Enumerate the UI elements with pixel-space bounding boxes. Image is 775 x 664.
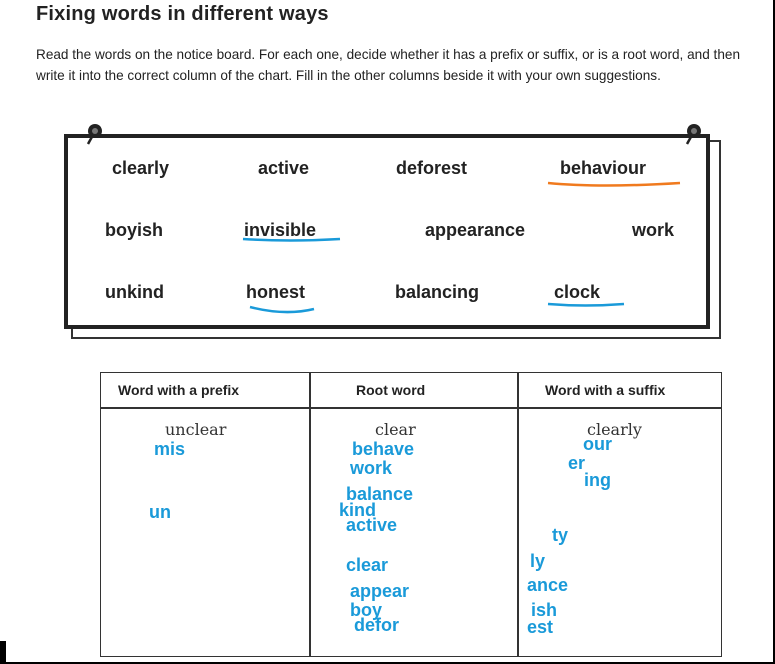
handwritten-prefix: mis: [154, 439, 186, 459]
handwritten-root: defor: [354, 615, 399, 635]
header-suffix: Word with a suffix: [545, 382, 666, 398]
board-word: appearance: [425, 220, 526, 240]
handwritten-suffix: ish: [531, 600, 558, 620]
board-word: deforest: [396, 158, 468, 178]
board-word: clearly: [112, 158, 170, 178]
instructions-text: Read the words on the notice board. For each one, decide whether it has a prefix or suffix, or is a root word, and then write it into the correct column of the chart. Fill in the other columns beside it with your own suggestions.: [36, 47, 741, 83]
handwritten-suffix: ty: [552, 525, 569, 545]
handwritten-root: work: [350, 458, 393, 478]
example-prefix: unclear: [165, 420, 227, 439]
page-title: Fixing words in different ways: [36, 3, 329, 25]
board-word: invisible: [244, 220, 317, 240]
board-word: boyish: [105, 220, 164, 240]
chart-divider: [517, 373, 519, 656]
word-chart: [100, 372, 722, 657]
underline-invisible: [243, 239, 340, 241]
example-root: clear: [375, 420, 416, 439]
underline-honest: [250, 307, 314, 312]
board-word: work: [632, 220, 675, 240]
handwritten-suffix: our: [583, 434, 612, 454]
handwritten-root: active: [346, 515, 398, 535]
board-word: balancing: [395, 282, 480, 302]
handwritten-root: appear: [350, 581, 410, 601]
board-word: active: [258, 158, 310, 178]
handwritten-suffix: ance: [527, 575, 569, 595]
header-root: Root word: [356, 382, 426, 398]
handwritten-root: boy: [350, 600, 383, 620]
handwritten-root: balance: [346, 484, 414, 504]
handwritten-suffix: ly: [530, 551, 546, 571]
handwritten-suffix: ing: [584, 470, 611, 490]
board-word: clock: [554, 282, 601, 302]
board-word: unkind: [105, 282, 164, 302]
handwritten-suffix: er: [568, 453, 586, 473]
header-prefix: Word with a prefix: [118, 382, 240, 398]
handwritten-root: behave: [352, 439, 415, 459]
example-suffix: clearly: [587, 420, 642, 439]
chart-header-line: [101, 407, 721, 409]
handwritten-root: clear: [346, 555, 389, 575]
chart-divider: [309, 373, 311, 656]
underline-behaviour: [548, 183, 680, 186]
handwritten-suffix: est: [527, 617, 554, 637]
underline-clock: [548, 304, 624, 306]
handwritten-root: kind: [339, 500, 377, 520]
board-word: honest: [246, 282, 306, 302]
board-word: behaviour: [560, 158, 647, 178]
handwritten-prefix: un: [149, 502, 171, 522]
